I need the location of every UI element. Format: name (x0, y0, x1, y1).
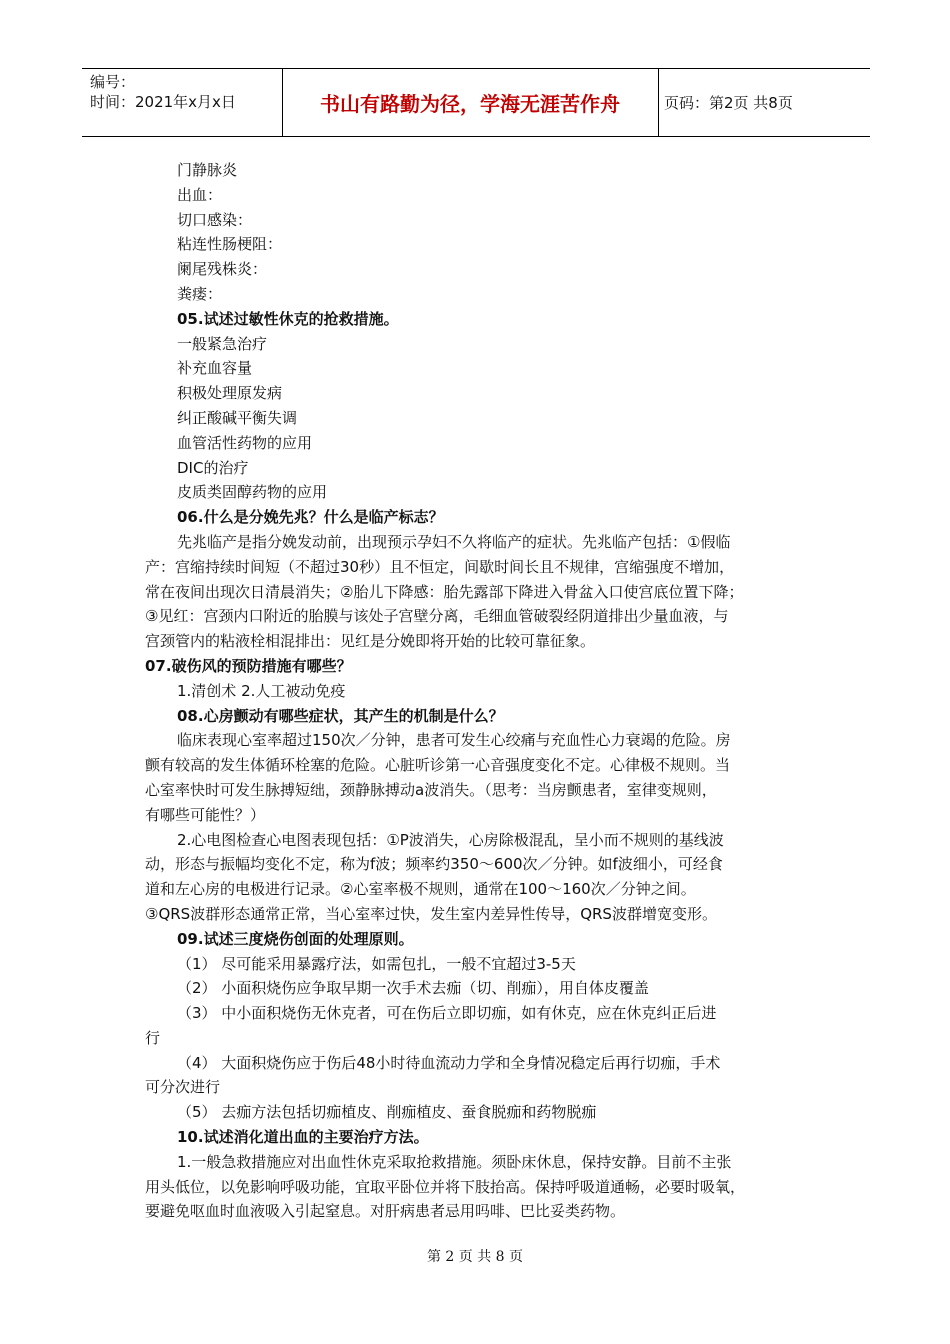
text-line: 常在夜间出现次日清晨消失；②胎儿下降感：胎先露部下降进入骨盆入口使宫底位置下降； (145, 582, 744, 601)
text-line: 用头低位，以免影响呼吸功能，宜取平卧位并将下肢抬高。保持呼吸道通畅，必要时吸氧， (145, 1177, 746, 1196)
text-line: 可分次进行 (145, 1078, 221, 1097)
text-line: （4） 大面积烧伤应于伤后48小时待血流动力学和全身情况稳定后再行切痂，手术 (177, 1053, 721, 1072)
header-meta (82, 69, 283, 136)
text-line: 2.心电图检查心电图表现包括：①P波消失，心房除极混乱，呈小而不规则的基线波 (177, 830, 724, 849)
text-line: 行 (145, 1028, 161, 1047)
text-line: 1.一般急救措施应对出血性休克采取抢救措施。须卧床休息，保持安静。目前不主张 (177, 1152, 732, 1171)
header-page-info: 页码：第2页 共8页 (664, 94, 793, 112)
text-line: 心室率快时可发生脉搏短绌，颈静脉搏动a波消失。（思考：当房颤患者，室律变规则， (145, 780, 717, 799)
text-line: 粪瘘： (177, 284, 223, 303)
text-line: 颤有较高的发生体循环栓塞的危险。心脏听诊第一心音强度变化不定。心律极不规则。当 (145, 756, 731, 775)
text-line: （1） 尽可能采用暴露疗法，如需包扎，一般不宜超过3-5天 (177, 954, 576, 973)
text-line: 宫颈管内的粘液栓相混排出：见红是分娩即将开始的比较可靠征象。 (145, 632, 596, 651)
text-line: （5） 去痂方法包括切痂植皮、削痂植皮、蚕食脱痂和药物脱痂 (177, 1103, 597, 1122)
question-heading: 05.试述过敏性休克的抢救措施。 (177, 309, 399, 328)
text-line: 粘连性肠梗阻： (177, 235, 283, 254)
document-body (145, 158, 805, 1224)
text-line: （3） 中小面积烧伤无休克者，可在伤后立即切痂，如有休克，应在休克纠正后进 (177, 1004, 717, 1023)
text-line: 动，形态与振幅均变化不定，称为f波；频率约350～600次／分钟。如f波细小，可经食 (145, 855, 723, 874)
text-line: 要避免呕血时血液吸入引起窒息。对肝病患者忌用吗啡、巴比妥类药物。 (145, 1202, 626, 1221)
question-heading: 07.破伤风的预防措施有哪些？ (145, 656, 352, 675)
page-header (82, 68, 870, 137)
text-line: 纠正酸碱平衡失调 (177, 408, 298, 427)
text-line: 出血： (177, 185, 223, 204)
page-footer: 第 2 页 共 8 页 (426, 1249, 524, 1265)
text-line: 产：宫缩持续时间短（不超过30秒）且不恒定，间歇时间长且不规律，宫缩强度不增加， (145, 557, 735, 576)
text-line: 积极处理原发病 (177, 384, 283, 403)
question-heading: 08.心房颤动有哪些症状，其产生的机制是什么？ (177, 706, 504, 725)
question-heading: 10.试述消化道出血的主要治疗方法。 (177, 1128, 429, 1147)
question-heading: 09.试述三度烧伤创面的处理原则。 (177, 929, 414, 948)
text-line: ③QRS波群形态通常正常，当心室率过快，发生室内差异性传导，QRS波群增宽变形。 (145, 904, 717, 923)
text-line: DIC的治疗 (177, 458, 249, 477)
text-line: 门静脉炎 (177, 161, 238, 179)
question-heading: 06.什么是分娩先兆？什么是临产标志？ (177, 508, 444, 527)
header-motto: 书山有路勤为径，学海无涯苦作舟 (282, 69, 659, 136)
text-line: （2） 小面积烧伤应争取早期一次手术去痂（切、削痂），用自体皮覆盖 (177, 979, 649, 998)
text-line: 1.清创术 2.人工被动免疫 (177, 681, 346, 700)
text-line: 血管活性药物的应用 (177, 433, 313, 452)
document-number-label: 编号： (90, 73, 136, 91)
text-line: ③见红：宫颈内口附近的胎膜与该处子宫壁分离，毛细血管破裂经阴道排出少量血液，与 (145, 607, 729, 626)
text-line: 补充血容量 (177, 359, 253, 378)
text-line: 先兆临产是指分娩发动前，出现预示孕妇不久将临产的症状。先兆临产包括：①假临 (177, 532, 731, 551)
text-line: 有哪些可能性？） (145, 805, 266, 824)
text-line: 皮质类固醇药物的应用 (177, 483, 328, 502)
text-line: 切口感染： (177, 210, 253, 229)
text-line: 道和左心房的电极进行记录。②心室率极不规则，通常在100～160次／分钟之间。 (145, 880, 696, 899)
text-line: 临床表现心室率超过150次／分钟，患者可发生心绞痛与充血性心力衰竭的危险。房 (177, 731, 731, 750)
text-line: 一般紧急治疗 (177, 334, 268, 353)
document-date: 时间：2021年x月x日 (90, 93, 236, 111)
text-line: 阑尾残株炎： (177, 260, 268, 279)
